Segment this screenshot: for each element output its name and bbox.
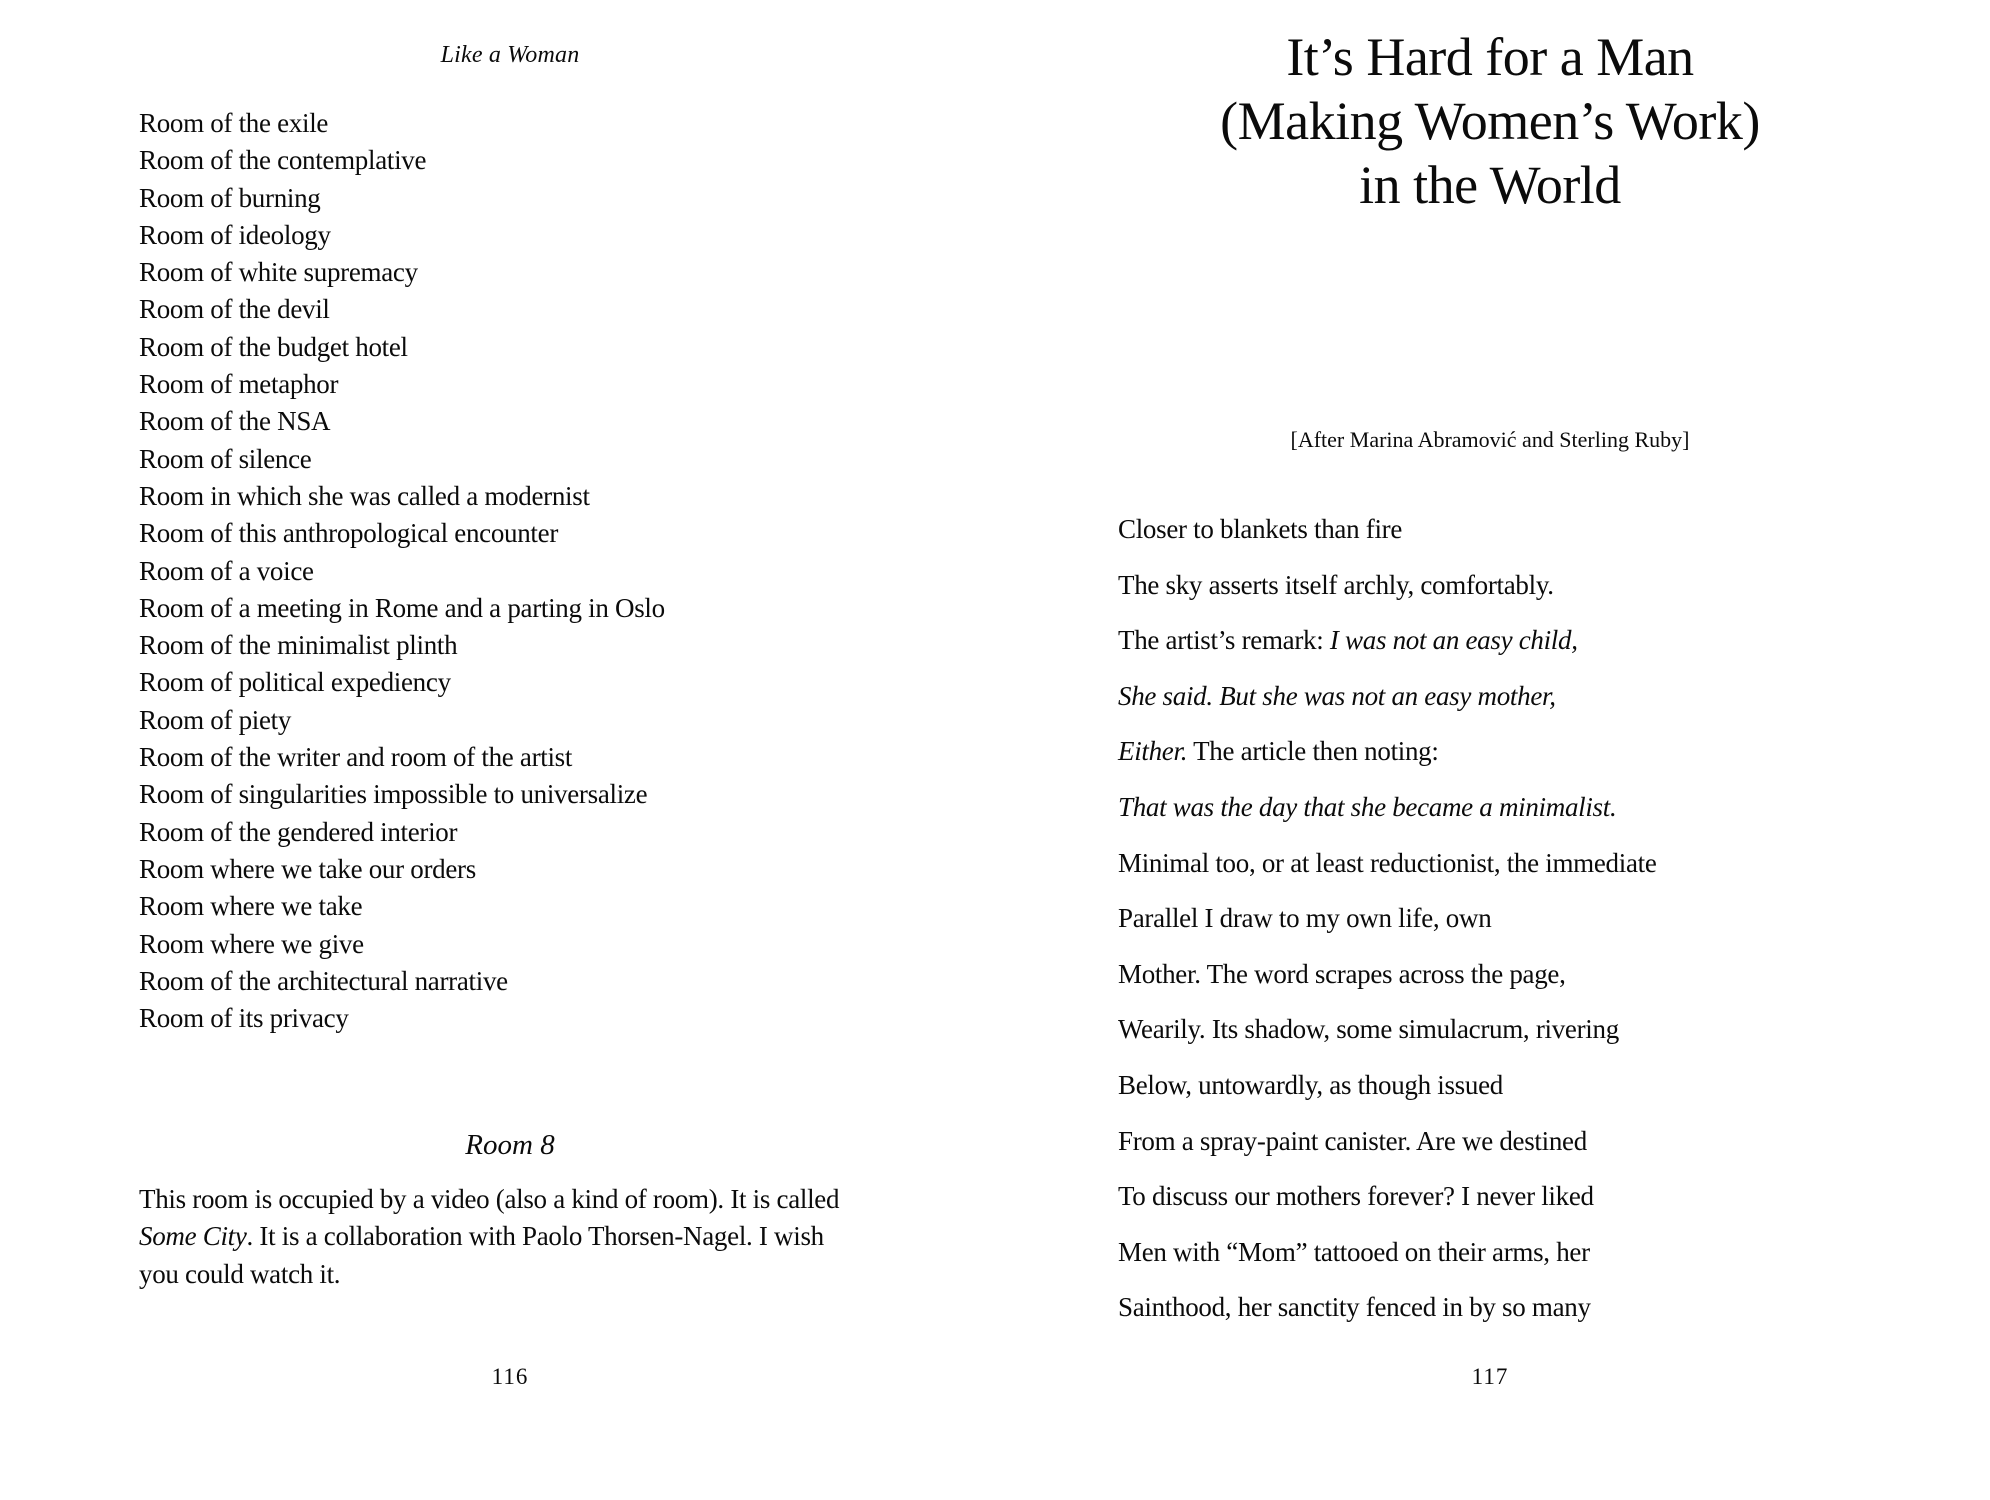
text-line — [1118, 724, 1978, 780]
text-line: Room of the contemplative — [139, 145, 427, 176]
text-line: Room of metaphor — [139, 369, 339, 400]
text-line: Room of burning — [139, 182, 321, 213]
text-line — [1118, 1114, 1978, 1170]
text-segment: . It is a collaboration with Paolo Thorsen-Nagel. I wish — [246, 1221, 824, 1252]
text-line: Room of the NSA — [139, 406, 331, 437]
text-line — [139, 1218, 939, 1255]
text-line: It’s Hard for a Man — [1286, 27, 1694, 87]
text-segment: She said. But she was not an easy mother, — [1118, 680, 1556, 711]
text-segment: Closer to blankets than fire — [1118, 514, 1403, 544]
text-line: Room of silence — [139, 443, 312, 474]
poem-body — [1118, 502, 1978, 1336]
text-line — [1118, 1280, 1978, 1336]
text-line: Room of singularities impossible to universalize — [139, 779, 648, 810]
text-segment: The sky asserts itself archly, comfortably. — [1118, 569, 1554, 600]
text-line — [1118, 1225, 1978, 1281]
text-segment: The artist’s remark: — [1118, 625, 1330, 656]
text-line: Room of political expediency — [139, 667, 451, 698]
text-line: Room of piety — [139, 704, 292, 735]
text-segment: Men with “Mom” tattooed on their arms, her — [1118, 1236, 1590, 1267]
text-line: Room of white supremacy — [139, 257, 418, 288]
text-line: Room of the exile — [139, 108, 329, 138]
text-line — [1118, 836, 1978, 892]
text-segment: Mother. The word scrapes across the page, — [1118, 958, 1566, 989]
text-line: Room of the devil — [139, 294, 330, 325]
text-segment: From a spray-paint canister. Are we destined — [1118, 1125, 1587, 1156]
text-line — [139, 1181, 939, 1218]
text-line — [1118, 502, 1978, 558]
text-line: Room of its privacy — [139, 1003, 349, 1034]
text-segment: Wearily. Its shadow, some simulacrum, rivering — [1118, 1014, 1619, 1045]
rooms-list — [139, 105, 959, 1037]
text-line — [1118, 1169, 1978, 1225]
text-segment: Below, untowardly, as though issued — [1118, 1069, 1503, 1100]
text-line: Room of ideology — [139, 219, 331, 250]
text-segment: That was the day that she became a minimalist. — [1118, 791, 1617, 822]
text-line — [1118, 947, 1978, 1003]
text-line: Room of the writer and room of the artist — [139, 742, 573, 773]
text-line: Room of a meeting in Rome and a parting in Oslo — [139, 592, 665, 623]
text-line: Room where we give — [139, 928, 364, 959]
text-line: Room of the architectural narrative — [139, 965, 508, 996]
text-line — [139, 1256, 939, 1293]
text-line: (Making Women’s Work) — [1220, 91, 1760, 151]
text-line — [1118, 780, 1978, 836]
section-heading: Room 8 — [465, 1129, 555, 1161]
poem-attribution: [After Marina Abramović and Sterling Ruby] — [1290, 427, 1690, 452]
text-segment: Sainthood, her sanctity fenced in by so many — [1118, 1292, 1591, 1323]
text-line: Room where we take — [139, 891, 363, 922]
text-segment: I was not an easy child, — [1329, 625, 1578, 656]
text-line: Room in which she was called a modernist — [139, 480, 590, 511]
page-number-right: 117 — [1471, 1364, 1509, 1389]
text-segment: you could watch it. — [139, 1258, 341, 1289]
text-segment: The article then noting: — [1187, 736, 1439, 767]
text-segment: Minimal too, or at least reductionist, the immediate — [1118, 847, 1657, 878]
text-line — [1118, 1002, 1978, 1058]
text-segment: Either. — [1118, 736, 1188, 767]
text-segment: This room is occupied by a video (also a kind of room). It is called — [139, 1184, 840, 1214]
text-line: Room where we take our orders — [139, 853, 476, 884]
page-number-left: 116 — [491, 1364, 529, 1389]
text-line — [1118, 1058, 1978, 1114]
text-line: Room of the gendered interior — [139, 816, 458, 847]
text-line: Room of a voice — [139, 555, 314, 586]
running-header: Like a Woman — [440, 42, 580, 68]
text-segment: Some City — [139, 1221, 247, 1252]
text-line — [1118, 669, 1978, 725]
text-line: Room of this anthropological encounter — [139, 518, 559, 549]
text-line: Room of the minimalist plinth — [139, 630, 458, 661]
text-line: in the World — [1359, 155, 1621, 215]
text-line: Room of the budget hotel — [139, 331, 408, 362]
room8-paragraph — [139, 1181, 939, 1293]
text-segment: Parallel I draw to my own life, own — [1118, 903, 1492, 934]
text-line — [1118, 891, 1978, 947]
poem-title — [1090, 25, 1890, 217]
text-line — [1118, 558, 1978, 614]
text-line — [1118, 613, 1978, 669]
text-segment: To discuss our mothers forever? I never liked — [1118, 1181, 1594, 1212]
